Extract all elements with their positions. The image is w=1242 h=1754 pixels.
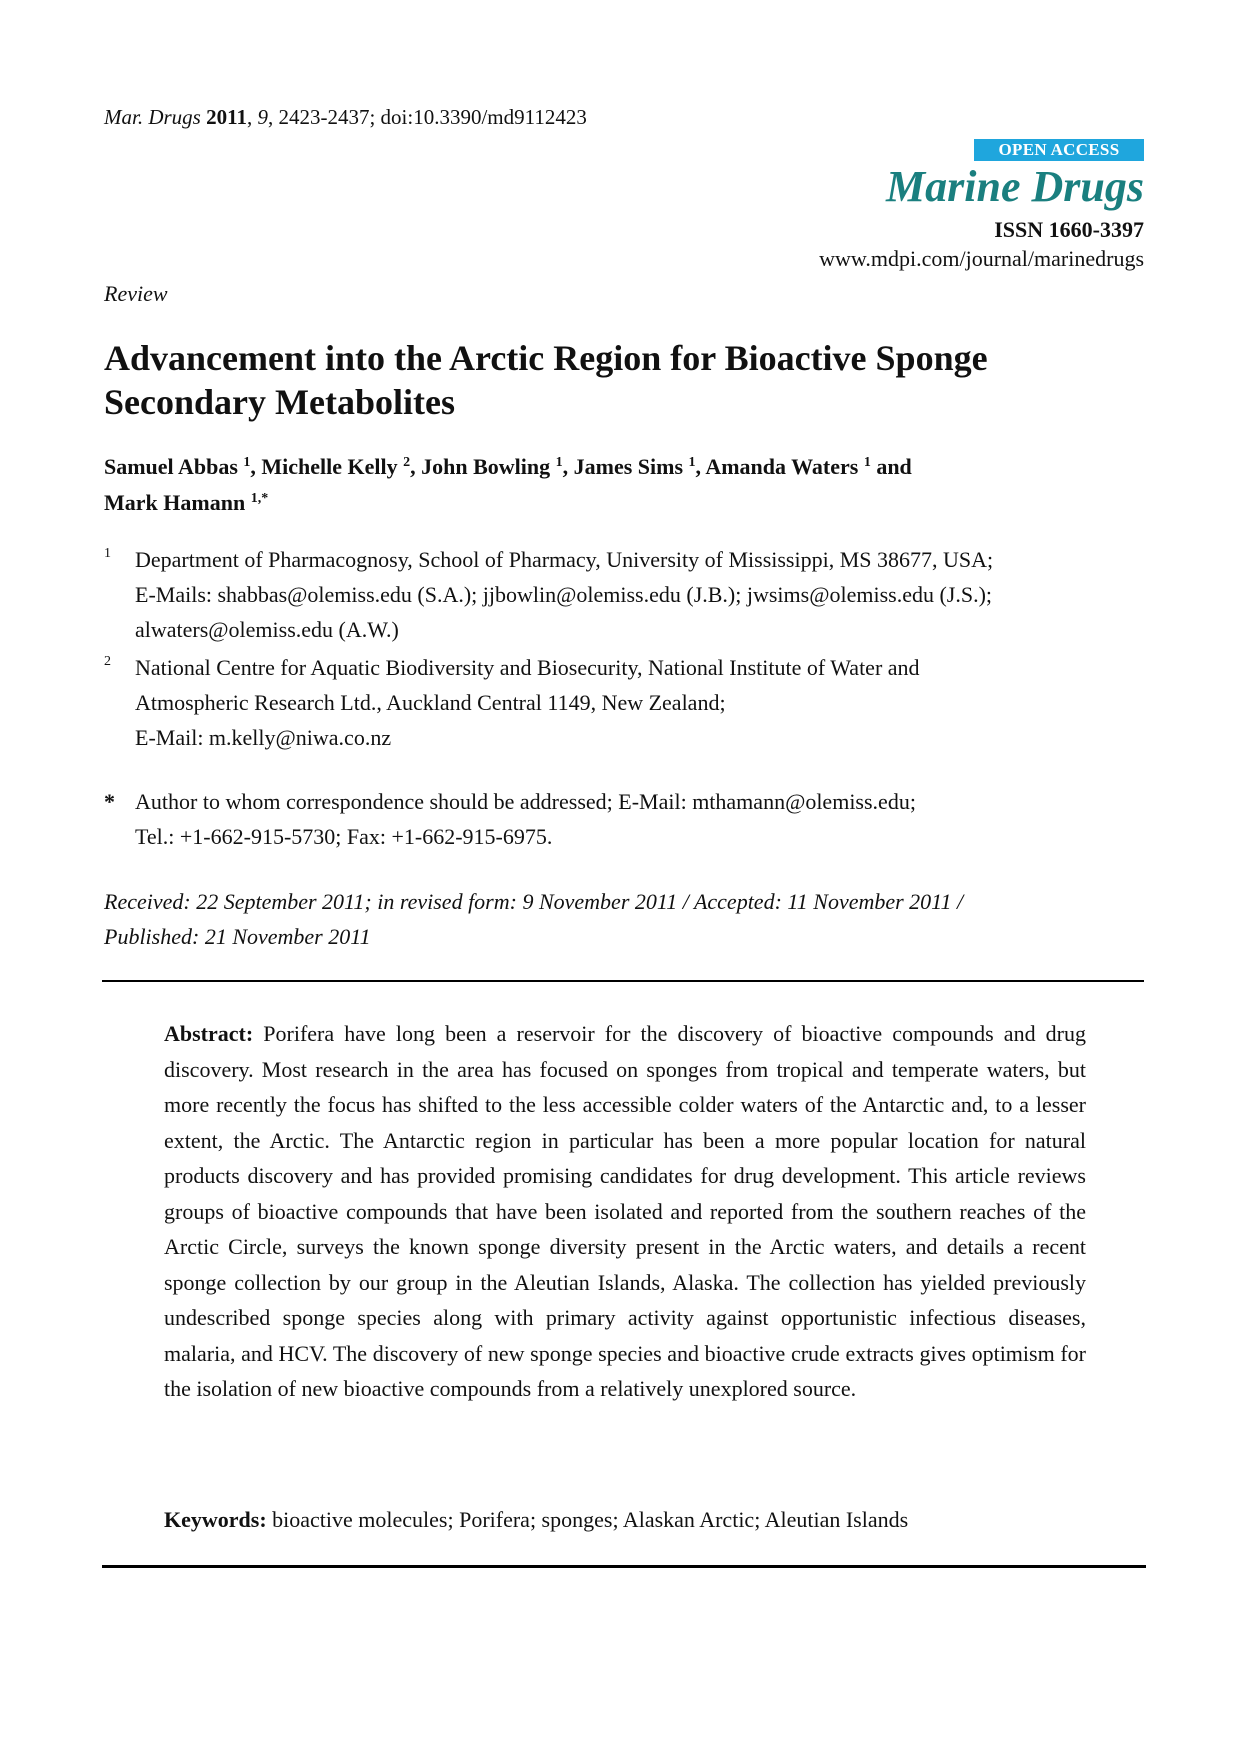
affiliation-1	[104, 542, 1164, 647]
affiliation-2	[104, 650, 1164, 755]
correspondence-note	[104, 784, 1164, 854]
divider-top	[102, 980, 1144, 982]
keywords-label: Keywords:	[164, 1507, 267, 1532]
author-name: Mark Hamann	[104, 490, 246, 515]
keywords-text: bioactive molecules; Porifera; sponges; Alaskan Arctic; Aleutian Islands	[272, 1507, 909, 1532]
author-affil-marker: 1	[555, 455, 563, 470]
author-affil-marker: 1,*	[250, 491, 269, 506]
publication-dates	[104, 884, 1164, 954]
journal-url-link[interactable]: www.mdpi.com/journal/marinedrugs	[819, 246, 1144, 271]
affiliation-email[interactable]: E-Mail: m.kelly@niwa.co.nz	[135, 725, 392, 750]
dates-line-1: Received: 22 September 2011; in revised form: 9 November 2011 / Accepted: 11 November 2011 /	[104, 889, 964, 914]
author-name: Samuel Abbas	[104, 454, 238, 479]
affiliation-marker: 2	[104, 654, 111, 669]
correspondence-line[interactable]: Author to whom correspondence should be addressed; E-Mail: mthamann@olemiss.edu;	[135, 789, 916, 814]
author-affil-marker: 1	[243, 455, 251, 470]
journal-url[interactable]	[819, 246, 1144, 272]
author-affil-marker: 1	[688, 455, 696, 470]
author-list: Samuel Abbas $^1$, Michelle Kelly $^2$, John Bowling $^1$, James Sims $^1$, Amanda Waters $^1$ and Mark Hamann $^{1,*}$	[104, 454, 912, 515]
journal-name: Marine Drugs	[886, 162, 1144, 211]
keywords	[164, 1505, 1086, 1535]
dates-line-2: Published: 21 November 2011	[104, 924, 371, 949]
citation-pages-doi[interactable]: , 2423-2437; doi:10.3390/md9112423	[267, 105, 587, 129]
affiliation-emails[interactable]: E-Mails: shabbas@olemiss.edu (S.A.); jjbowlin@olemiss.edu (J.B.); jwsims@olemiss.edu (J.S.);	[135, 582, 993, 607]
article-title: Advancement into the Arctic Region for Bioactive Sponge Secondary Metabolites	[104, 338, 988, 422]
author-name: Michelle Kelly	[261, 454, 398, 479]
affiliation-line: Atmospheric Research Ltd., Auckland Central 1149, New Zealand;	[135, 690, 726, 715]
citation-year: 2011	[206, 105, 247, 129]
open-access-badge: OPEN ACCESS	[974, 139, 1144, 161]
author-name: Amanda Waters	[705, 454, 859, 479]
asterisk-marker: *	[104, 789, 115, 814]
affiliation-line: Department of Pharmacognosy, School of Pharmacy, University of Mississippi, MS 38677, USA;	[135, 547, 994, 572]
abstract	[164, 1016, 1086, 1407]
affiliation-marker: 1	[104, 546, 111, 561]
author-affil-marker: 2	[403, 455, 411, 470]
citation-volume: 9	[257, 105, 268, 129]
author-name: John Bowling	[421, 454, 551, 479]
divider-bottom	[102, 1565, 1146, 1568]
abstract-text: Porifera have long been a reservoir for the discovery of bioactive compounds and drug discovery. Most research in the area has focused on sponges from tropical and temperate waters, but more recently the focus has shifted to the less accessible colder waters of the Antarctic and, to a lesser extent, the Arctic. The Antarctic region in particular has been a more popular location for natural products discovery and has provided promising candidates for drug development. This article reviews groups of bioactive compounds that have been isolated and reported from the southern reaches of the Arctic Circle, surveys the known sponge diversity present in the Arctic waters, and details a recent sponge collection by our group in the Aleutian Islands, Alaska. The collection has yielded previously undescribed sponge species along with primary activity against opportunistic infectious diseases, malaria, and HCV. The discovery of new sponge species and bioactive crude extracts gives optimism for the isolation of new bioactive compounds from a relatively unexplored source.	[164, 1021, 1086, 1401]
issn: ISSN 1660-3397	[994, 217, 1144, 242]
affiliation-line: National Centre for Aquatic Biodiversity and Biosecurity, National Institute of Water and	[135, 655, 920, 680]
citation-line: Mar. Drugs 2011, 9, 2423-2437; doi:10.3390/md9112423	[104, 105, 587, 129]
journal-abbrev: Mar. Drugs	[104, 105, 201, 129]
correspondence-contact: Tel.: +1-662-915-5730; Fax: +1-662-915-6975.	[135, 824, 553, 849]
author-name: James Sims	[573, 454, 684, 479]
article-type: Review	[104, 281, 168, 306]
author-affil-marker: 1	[863, 455, 871, 470]
abstract-label: Abstract:	[164, 1021, 254, 1046]
affiliation-emails[interactable]: alwaters@olemiss.edu (A.W.)	[135, 617, 399, 642]
